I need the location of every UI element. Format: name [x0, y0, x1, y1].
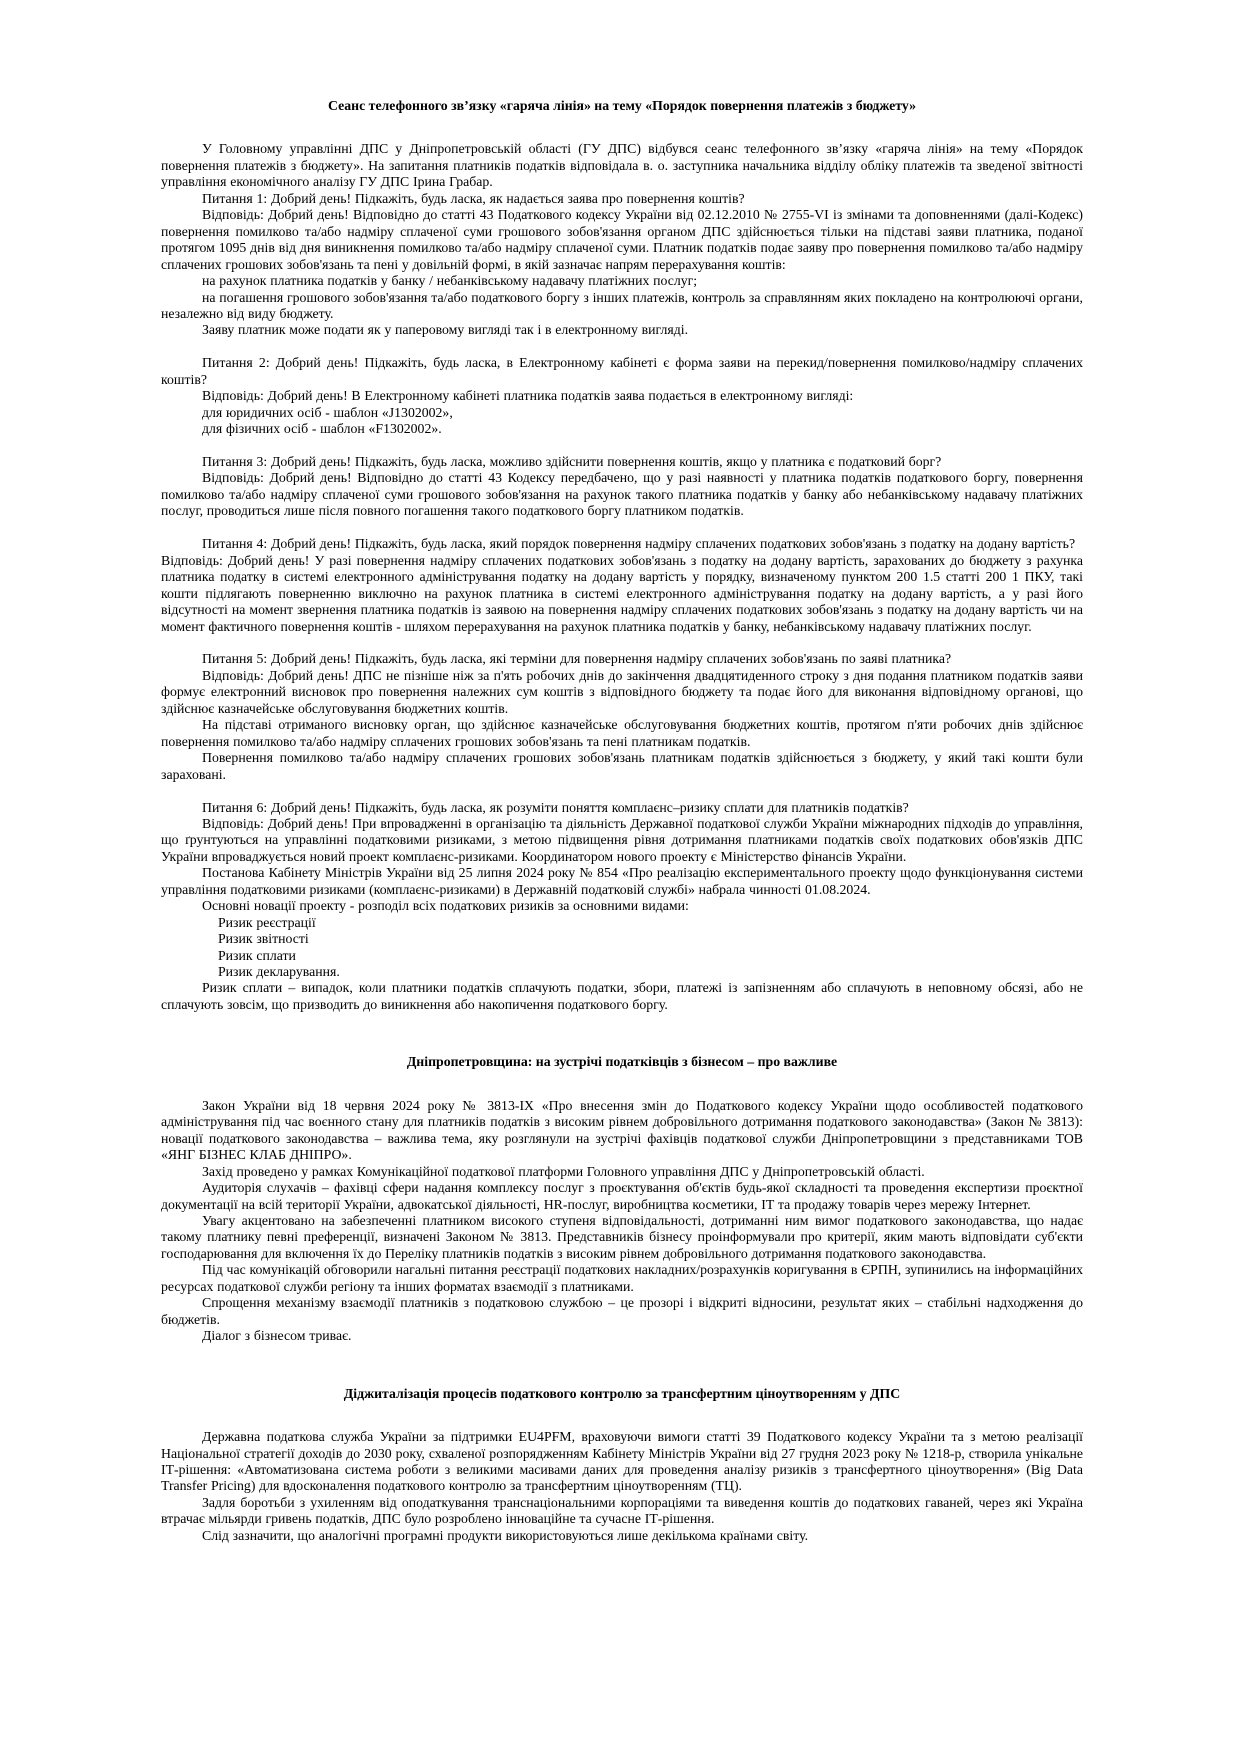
section-hotline-session	[161, 98, 1083, 1013]
paragraph: На підставі отриманого висновку орган, що здійснює казначейське обслуговування бюджетних коштів, протягом п'яти робочих днів здійснює повернення помилково та/або надміру сплачених грошових зобов'язань та пені платникам податків.	[161, 717, 1083, 749]
paragraph: Основні новації проекту - розподіл всіх податкових ризиків за основними видами:	[202, 898, 689, 914]
paragraph: Постанова Кабінету Міністрів України від 25 липня 2024 року № 854 «Про реалізацію експериментального проекту щодо функціонування системи управління податковими ризиками (комплаєнс-ризиками) в Державній податковій службі» набрала чинності 01.08.2024.	[161, 865, 1083, 897]
paragraph: Під час комунікацій обговорили нагальні питання реєстрації податкових накладних/розрахунків коригування в ЄРПН, зупинились на інформаційних ресурсах податкової служби регіону та інших форматах взаємодії з платниками.	[161, 1262, 1083, 1294]
paragraph: Державна податкова служба України за підтримки EU4PFM, враховуючи вимоги статті 39 Податкового кодексу України та з метою реалізації Національної стратегії доходів до 2030 року, схваленої розпорядженням Кабінету Міністрів України від 27 грудня 2023 року № 1218-р, створила унікальне ІТ-рішення: «Автоматизована система роботи з великими масивами даних для проведення аналізу ризиків з трансфертного ціноутворення» (Big Data Transfer Pricing) для вдосконалення податкового контролю за трансфертним ціноутворенням (ТЦ).	[161, 1429, 1083, 1494]
paragraph: для фізичних осіб - шаблон «F1302002».	[202, 421, 442, 437]
hotline-session-title: Сеанс телефонного зв’язку «гаряча лінія» на тему «Порядок повернення платежів з бюджету»	[327, 98, 917, 113]
business-meeting-title: Дніпропетровщина: на зустрічі податківців з бізнесом – про важливе	[406, 1054, 838, 1070]
digitalization-paragraphs	[161, 1429, 1083, 1544]
paragraph: Відповідь: Добрий день! В Електронному кабінеті платника податків заява подається в електронному вигляді:	[202, 388, 854, 404]
paragraph: Відповідь: Добрий день! У разі повернення надміру сплачених податкових зобов'язань з податку на додану вартість, зарахованих до бюджету з рахунка платника податку в системі електронного адміністрування податку на додану вартість у порядку, визначеному пунктом 200 1.5 статті 200 1 ПКУ, такі кошти підлягають поверненню виключно на рахунок платника в системі електронного адміністрування податку на додану вартість, а у разі його відсутності на момент звернення платника податків із заявою на повернення надміру сплачених податкових зобов'язань з податку на додану вартість чи на момент фактичного повернення коштів - шляхом перерахування на рахунок платника податків у банку, небанківському надавачу платіжних послуг.	[161, 552, 1083, 634]
hotline-session-paragraphs	[161, 141, 1083, 1013]
paragraph: Захід проведено у рамках Комунікаційної податкової платформи Головного управління ДПС у Дніпропетровській області.	[202, 1163, 925, 1179]
paragraph: Питання 6: Добрий день! Підкажіть, будь ласка, як розуміти поняття комплаєнс–ризику сплати для платників податків?	[202, 799, 909, 815]
paragraph: Аудиторія слухачів – фахівці сфери надання комплексу послуг з проєктування об'єктів будь-якої складності та проведення експертизи проєктної документації на всій території України, адвокатської діяльності, HR-послуг, виробництва косметики, ІТ та продажу товарів через мережу Інтернет.	[161, 1180, 1083, 1212]
paragraph: Ризик декларування.	[218, 964, 340, 980]
digitalization-title: Діджиталізація процесів податкового контролю за трансфертним ціноутворенням у ДПС	[343, 1385, 901, 1401]
business-meeting-paragraphs	[161, 1098, 1083, 1345]
paragraph: Ризик сплати – випадок, коли платники податків сплачують податки, збори, платежі із запізненням або сплачують в неповному обсязі, або не сплачують зовсім, що призводить до виникнення або накопичення податкового боргу.	[161, 980, 1083, 1012]
paragraph: Відповідь: Добрий день! ДПС не пізніше ніж за п'ять робочих днів до закінчення двадцятиденного строку з дня подання платником податків заяви формує електронний висновок про повернення належних сум коштів з відповідного бюджету та подає його для виконання відповідному органові, що здійснює казначейське обслуговування бюджетних коштів.	[161, 667, 1083, 716]
paragraph: Задля боротьби з ухиленням від оподаткування транснаціональними корпораціями та виведення коштів до податкових гаваней, через які Україна втрачає мільярди гривень податків, ДПС було розроблено інноваційне та сучасне ІТ-рішення.	[161, 1494, 1083, 1527]
paragraph: У Головному управлінні ДПС у Дніпропетровській області (ГУ ДПС) відбувся сеанс телефонного зв’язку «гаряча лінія» на тему «Порядок повернення платежів з бюджету». На запитання платників податків відповідала в. о. заступника начальника відділу обліку платежів та зведеної звітності управління економічного аналізу ГУ ДПС Ірина Грабар.	[161, 141, 1083, 190]
paragraph: Повернення помилково та/або надміру сплачених грошових зобов'язань платникам податків здійснюється з бюджету, у який такі кошти були зараховані.	[161, 750, 1083, 782]
paragraph: Відповідь: Добрий день! Відповідно до статті 43 Податкового кодексу України від 02.12.2010 № 2755-VI із змінами та доповненнями (далі-Кодекс) повернення помилково та/або надміру сплаченої суми грошового зобов'язання органом ДПС здійснюється тільки на підставі заяви платника, поданої протягом 1095 днів від дня виникнення помилково та/або надміру сплаченої суми. Платник податків подає заяву про повернення помилково та/або надміру сплачених грошових зобов'язань та пені у довільній формі, в якій зазначає напрям перерахування коштів:	[161, 207, 1083, 272]
paragraph: Увагу акцентовано на забезпеченні платником високого ступеня відповідальності, дотриманні ним вимог податкового законодавства, що надає такому платнику певні преференції, визначені Законом № 3813. Представників бізнесу проінформували про критерії, яким мають відповідати суб'єкти господарювання для включення їх до Переліку платників податків з високим рівнем добровільного дотримання податкового законодавства.	[161, 1213, 1083, 1261]
paragraph: Відповідь: Добрий день! Відповідно до статті 43 Кодексу передбачено, що у разі наявності у платника податків податкового боргу, повернення помилково та/або надміру сплаченої суми грошового зобов'язання на рахунок такого платника податків у банку або небанківському надавачу платіжних послуг, проводиться лише після повного погашення такого податкового боргу платником податків.	[161, 470, 1083, 519]
paragraph: на погашення грошового зобов'язання та/або податкового боргу з інших платежів, контроль за справлянням яких покладено на контролюючі органи, незалежно від виду бюджету.	[161, 289, 1083, 321]
paragraph: Питання 2: Добрий день! Підкажіть, будь ласка, в Електронному кабінеті є форма заяви на перекид/повернення помилково/надміру сплачених коштів?	[161, 355, 1083, 387]
paragraph: Закон України від 18 червня 2024 року № 3813-IX «Про внесення змін до Податкового кодексу України щодо особливостей податкового адміністрування під час воєнного стану для платників податків з високим рівнем добровільного дотримання податкового законодавства» (Закон № 3813): новації податкового законодавства – важлива тема, яку розглянули на зустрічі фахівців податкової служби Дніпропетровщини з представниками ТОВ «ЯНГ БІЗНЕС КЛАБ ДНІПРО».	[161, 1097, 1083, 1163]
paragraph: Ризик реєстрації	[218, 914, 316, 930]
paragraph: Питання 4: Добрий день! Підкажіть, будь ласка, який порядок повернення надміру сплачених податкових зобов'язань з податку на додану вартість?	[202, 536, 1076, 552]
paragraph: Слід зазначити, що аналогічні програмні продукти використовуються лише декількома країнами світу.	[202, 1527, 809, 1543]
paragraph: Спрощення механізму взаємодії платників з податковою службою – це прозорі і відкриті відносини, результат яких – стабільні надходження до бюджетів.	[161, 1295, 1083, 1327]
paragraph: Питання 1: Добрий день! Підкажіть, будь ласка, як надається заява про повернення коштів?	[202, 190, 745, 206]
paragraph: Ризик сплати	[218, 947, 296, 963]
paragraph: Заяву платник може подати як у паперовому вигляді так і в електронному вигляді.	[202, 322, 689, 338]
paragraph: Відповідь: Добрий день! При впровадженні в організацію та діяльність Державної податкової служби України міжнародних підходів до управління, що ґрунтуються на управлінні податковими ризиками, з метою підвищення рівня дотримання платниками податків своїх податкових обов'язків ДПС України впроваджується новий проект комплаєнс-ризиками. Координатором нового проекту є Міністерство фінансів України.	[161, 815, 1083, 864]
paragraph: Питання 3: Добрий день! Підкажіть, будь ласка, можливо здійснити повернення коштів, якщо у платника є податковий борг?	[202, 454, 942, 470]
paragraph: Ризик звітності	[218, 931, 309, 947]
paragraph: Питання 5: Добрий день! Підкажіть, будь ласка, які терміни для повернення надміру сплачених зобов'язань по заяві платника?	[202, 651, 952, 667]
section-business-meeting	[161, 1054, 1083, 1344]
paragraph: для юридичних осіб - шаблон «J1302002»,	[202, 404, 453, 420]
section-digitalization	[161, 1386, 1083, 1545]
paragraph: Діалог з бізнесом триває.	[202, 1328, 352, 1344]
paragraph: на рахунок платника податків у банку / небанківському надавачу платіжних послуг;	[202, 273, 698, 289]
